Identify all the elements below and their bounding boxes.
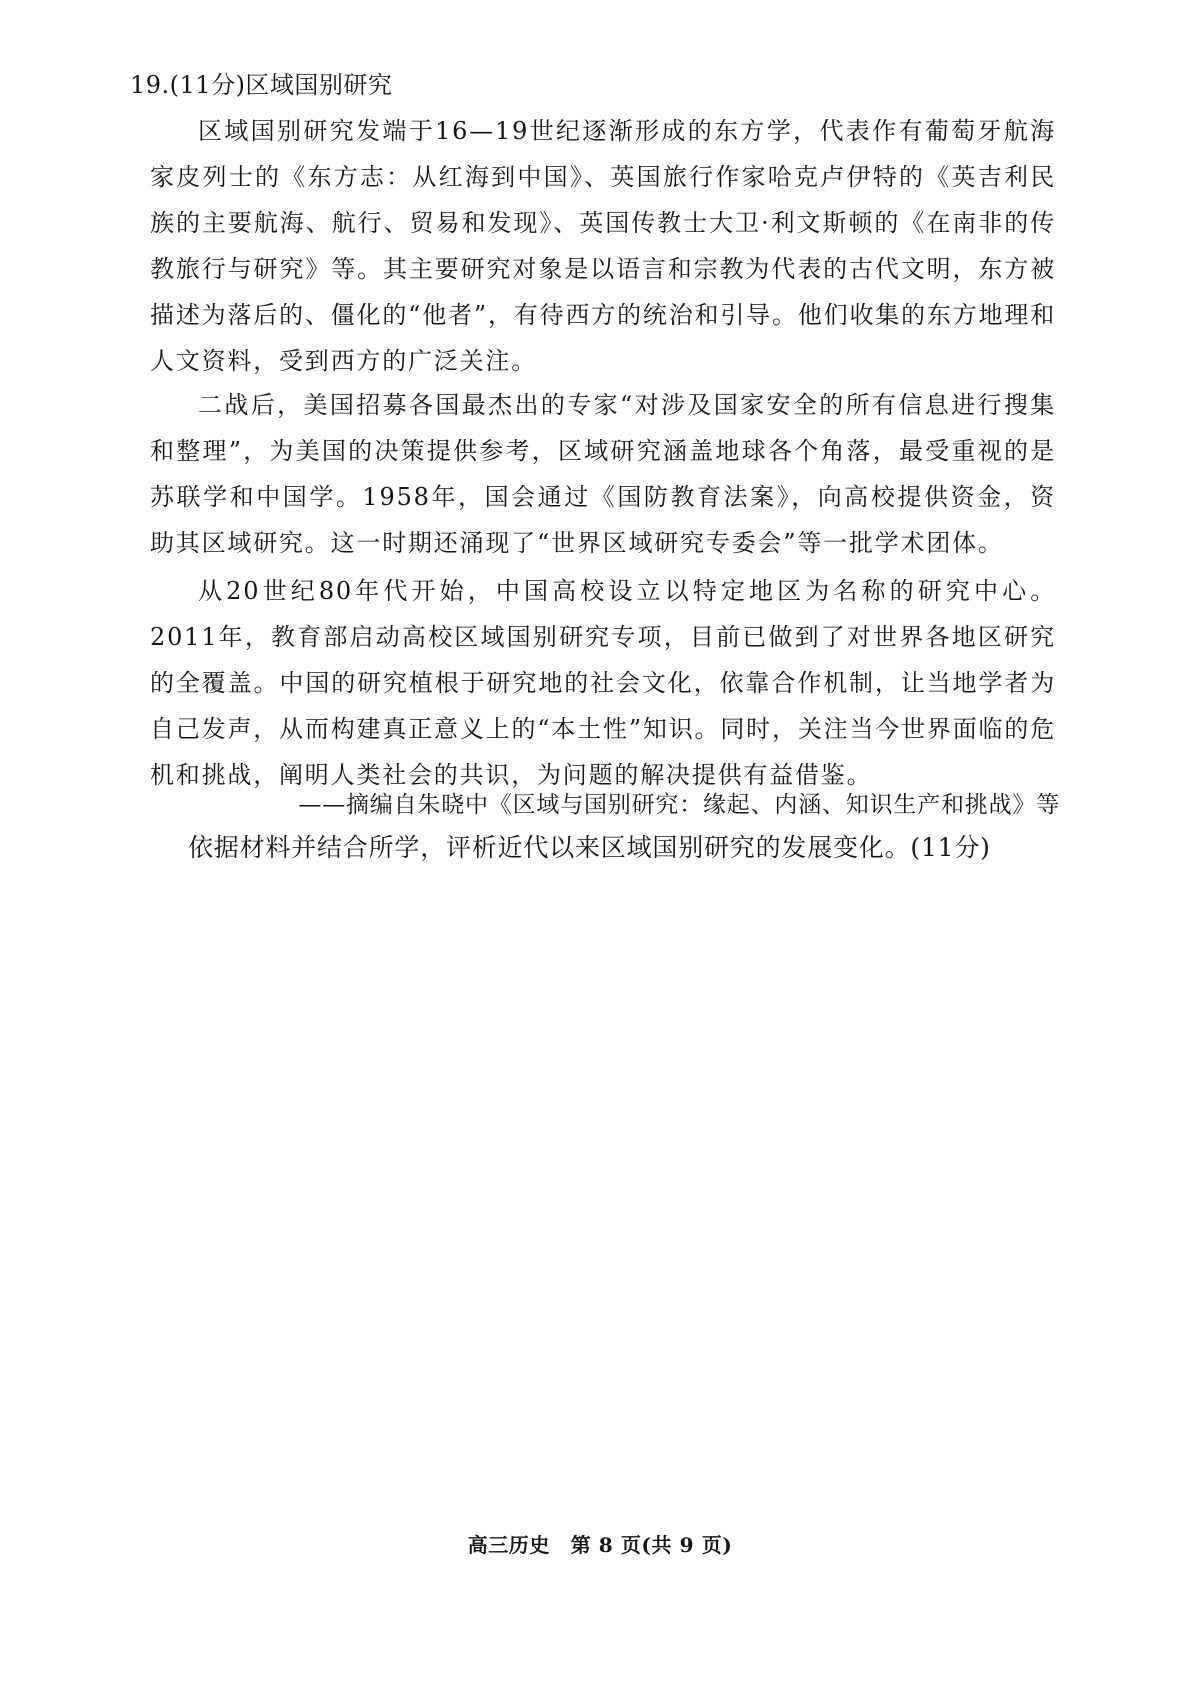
page-footer: 高三历史 第 8 页(共 9 页): [467, 1533, 733, 1557]
question-title: 19.(11分)区域国别研究: [130, 71, 393, 99]
material-source: ——摘编自朱晓中《区域与国别研究：缘起、内涵、知识生产和挑战》等: [298, 792, 1060, 818]
question-prompt: 依据材料并结合所学，评析近代以来区域国别研究的发展变化。(11分): [188, 833, 991, 862]
material-paragraph-1: 区域国别研究发端于16—19世纪逐渐形成的东方学，代表作有葡萄牙航海家皮列士的《东方志：从红海到中国》、英国旅行作家哈克卢伊特的《英吉利民族的主要航海、航行、贸易和发现》、英国传教士大卫·利文斯顿的《在南非的传教旅行与研究》等。其主要研究对象是以语言和宗教为代表的古代文明，东方被描述为落后的、僵化的“他者”，有待西方的统治和引导。他们收集的东方地理和人文资料，受到西方的广泛关注。: [150, 117, 1056, 375]
material-paragraph-2: 二战后，美国招募各国最杰出的专家“对涉及国家安全的所有信息进行搜集和整理”，为美国的决策提供参考，区域研究涵盖地球各个角落，最受重视的是苏联学和中国学。1958年，国会通过《国防教育法案》，向高校提供资金，资助其区域研究。这一时期还涌现了“世界区域研究专委会”等一批学术团体。: [150, 391, 1056, 557]
material-paragraph-3: 从20世纪80年代开始，中国高校设立以特定地区为名称的研究中心。2011年，教育部启动高校区域国别研究专项，目前已做到了对世界各地区研究的全覆盖。中国的研究植根于研究地的社会文化，依靠合作机制，让当地学者为自己发声，从而构建真正意义上的“本土性”知识。同时，关注当今世界面临的危机和挑战，阐明人类社会的共识，为问题的解决提供有益借鉴。: [150, 577, 1056, 789]
